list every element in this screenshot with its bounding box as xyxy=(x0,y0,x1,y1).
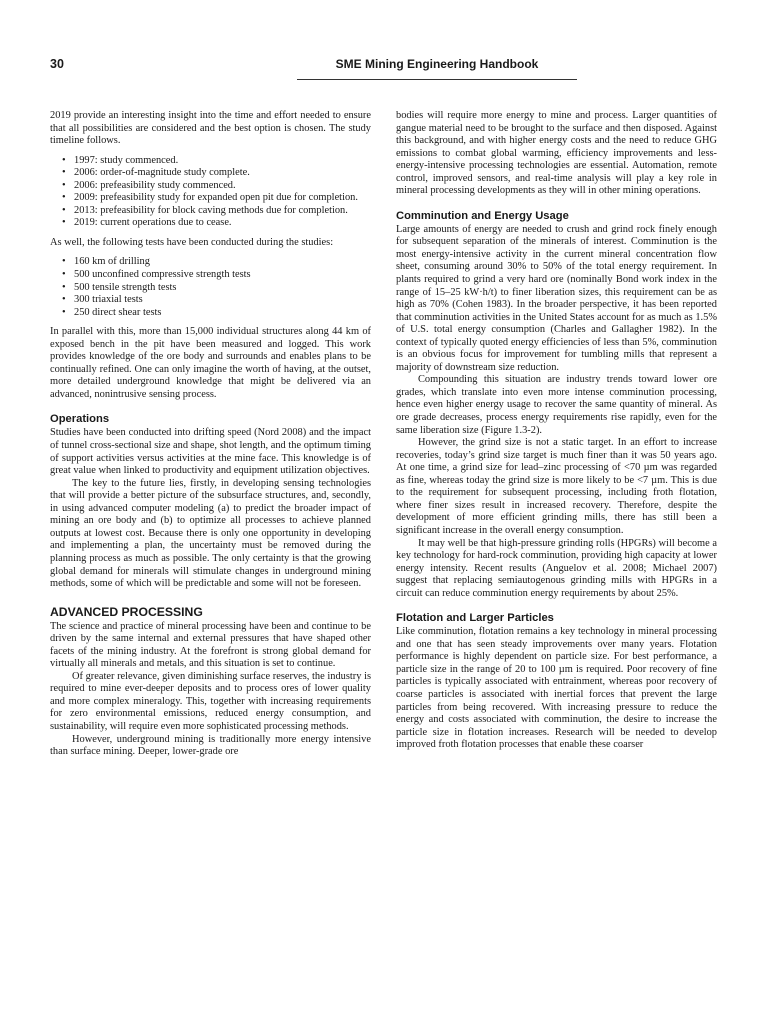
list-item: • 2013: prefeasibility for block caving methods due for completion. xyxy=(62,205,371,218)
study-timeline-list xyxy=(62,155,371,230)
page-header xyxy=(50,52,718,82)
list-item: • 300 triaxial tests xyxy=(62,294,371,307)
paragraph: The science and practice of mineral processing have been and continue to be driven by the same internal and external pressures that have shaped other facets of the mining industry. At the forefront is strong global demand for virtually all minerals and metals, and this situation is set to continue. xyxy=(50,620,371,670)
section-heading-operations: Operations xyxy=(50,413,110,426)
section-heading-comminution: Comminution and Energy Usage xyxy=(396,209,569,222)
paragraph: Of greater relevance, given diminishing surface reserves, the industry is required to mine ever-deeper deposits and to process ores of lower quality and more complex mineralogy. This, together with increasing requirements for zero environmental emissions, reduced energy consumption, and sustainability, will require even more sophisticated processing methods. xyxy=(50,670,371,732)
list-item: • 500 tensile strength tests xyxy=(62,282,371,295)
list-item: • 2009: prefeasibility study for expanded open pit due for completion. xyxy=(62,192,371,205)
paragraph: Compounding this situation are industry trends toward lower ore grades, which translate into even more intense comminution processing, hence even higher energy usage to recover the same quantity of mineral. As ore grade decreases, process energy requirements rise rapidly, even for the same liberation size (Figure 1.3-2). xyxy=(396,374,717,436)
paragraph: Studies have been conducted into drifting speed (Nord 2008) and the impact of tunnel cross-sectional size and shape, shot length, and the optimum timing of support activities versus activities at the mine face. This knowledge is of great value when linked to productivity and equipment utilization objectives. xyxy=(50,427,371,477)
section-heading-advanced-processing: ADVANCED PROCESSING xyxy=(50,604,203,619)
paragraph: bodies will require more energy to mine and process. Larger quantities of gangue material need to be brought to the surface and then disposed. Against this background, and with higher energy costs and the need to reduce GHG emissions to combat global warming, efficiency improvements and less-energy-intensive processing technologies are essential. Automation, remote control, improved sensors, and real-time analysis will play a key role in mineral processing developments as they will in other mining operations. xyxy=(396,110,717,197)
paragraph: In parallel with this, more than 15,000 individual structures along 44 km of exposed bench in the pit have been measured and logged. This work provides knowledge of the ore body and surrounds and enables plans to be continually refined. One can only imagine the worth of having, at the outset, more detailed underground knowledge that might be delivered via an advanced, nonintrusive sensing process. xyxy=(50,326,371,400)
list-item: • 250 direct shear tests xyxy=(62,307,371,320)
paragraph: 2019 provide an interesting insight into the time and effort needed to ensure that all possibilities are considered and the best option is chosen. The study timeline follows. xyxy=(50,110,371,147)
section-heading-flotation: Flotation and Larger Particles xyxy=(396,612,554,625)
paragraph: It may well be that high-pressure grinding rolls (HPGRs) will become a key technology for hard-rock comminution, providing high capacity at lower energy intensity. Recent results (Anguelov et al. 2008; Michael 2007) suggest that replacing semiautogenous grinding mills with HPGRs in a circuit can reduce comminution energy requirements by about 25%. xyxy=(396,537,717,599)
right-column xyxy=(396,110,717,970)
list-item: • 2019: current operations due to cease. xyxy=(62,217,371,230)
paragraph: As well, the following tests have been conducted during the studies: xyxy=(50,236,334,248)
paragraph: However, the grind size is not a static target. In an effort to increase recoveries, today’s grind size target is much finer than it was 50 years ago. At one time, a grind size for lead–zinc processing of <70 µm was regarded as fine, whereas today the grind size is more likely to be <7 µm. This is due to the requirement for subsequent processing, including froth flotation, where finer sizes result in increased recovery. Therefore, despite the development of more efficient grinding mills, there has still been a significant increase in the overall energy consumption. xyxy=(396,437,717,536)
tests-list xyxy=(62,256,371,319)
paragraph: The key to the future lies, firstly, in developing sensing technologies that will provide a better picture of the subsurface structures, and, secondly, in using advanced computer modeling (a) to predict the broader impact of mining an ore body and (b) to optimize all processes to achieve planned outputs at lowest cost. Because there is only one opportunity in developing and implementing a plan, the uncertainty must be removed during the planning process as much as possible. The only certainty is that the growing global demand for minerals will stimulate changes in underground mining methods, some of which will be predictable and some will not be foreseen. xyxy=(50,477,371,590)
page-number: 30 xyxy=(50,57,64,71)
paragraph: Large amounts of energy are needed to crush and grind rock finely enough for subsequent separation of the minerals of interest. Comminution is the most energy-intensive activity in the current mineral concentration flow sheet, consuming around 30% to 50% of the total energy requirement. In plants required to grind a very hard ore (nominally Bond work index in the range of 15–25 kW·h/t) to finer liberation sizes, this requirement can be as high as 70% (Cohen 1983). In the broader perspective, it has been reported that comminution activities in the United States account for as much as 1.5% of U.S. total energy consumption (Charles and Gallagher 1982). In the context of typically quoted energy efficiencies of less than 5%, comminution is an obvious focus for improvement for tumbling mills that represent a majority of downstream size reduction. xyxy=(396,223,717,373)
header-rule xyxy=(297,79,577,80)
list-item: • 1997: study commenced. xyxy=(62,155,371,168)
list-item: • 500 unconfined compressive strength tests xyxy=(62,269,371,282)
list-item: • 2006: prefeasibility study commenced. xyxy=(62,180,371,193)
left-column xyxy=(50,110,371,970)
list-item: • 2006: order-of-magnitude study complete. xyxy=(62,167,371,180)
list-item: • 160 km of drilling xyxy=(62,256,371,269)
paragraph: However, underground mining is traditionally more energy intensive than surface mining. Deeper, lower-grade ore xyxy=(50,733,371,758)
running-title: SME Mining Engineering Handbook xyxy=(335,57,539,71)
paragraph: Like comminution, flotation remains a key technology in mineral processing and one that has seen steady improvements over many years. Flotation performance is highly dependent on particle size. For best performance, a particle size in the range of 20 to 100 µm is required. Poor recovery of fine particles is typically associated with entrainment, whereas poor recovery of coarse particles is associated with inertial forces that prevent the large particles from being recovered. With increasing pressure to reduce the energy and costs associated with comminution, the desire to increase the particle size in flotation increases. Research will be needed to develop improved froth flotation processes that enable these coarser xyxy=(396,626,717,751)
